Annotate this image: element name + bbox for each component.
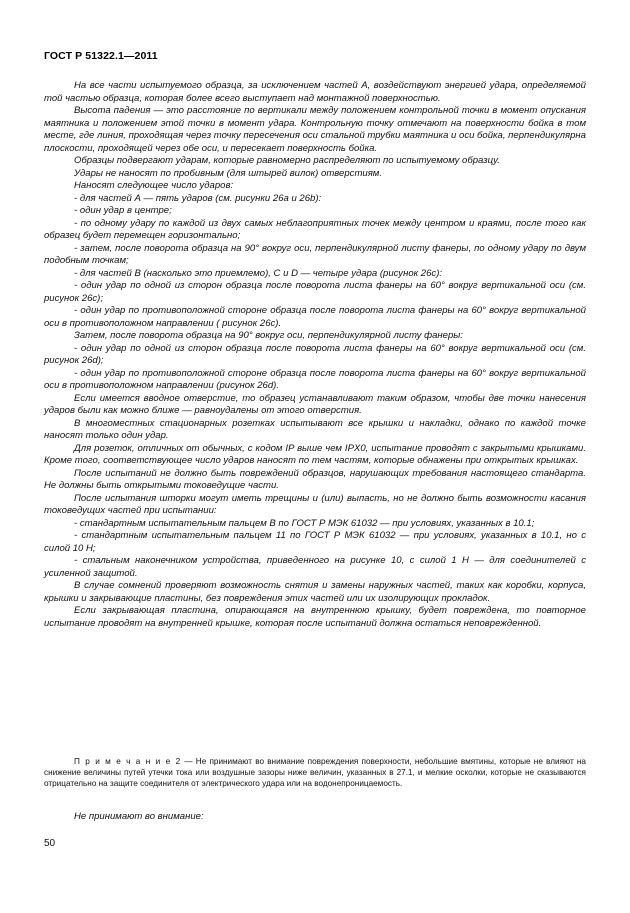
list-item: - один удар по противоположной стороне образца после поворота листа фанеры на 60° вокруг вертикальной оси в противоположном направлении ( рисунок 26с). [44, 305, 586, 329]
paragraph: Наносят следующее число ударов: [74, 180, 234, 191]
paragraph: Для розеток, отличных от обычных, с кодом IP выше чем IPX0, испытание проводят с закрытыми крышками. Кроме того, соответствующее число ударов наносят по тем частям, которые обнажены при открытых крышках. [44, 442, 586, 466]
list-item: - затем, после поворота образца на 90° вокруг оси, перпендикулярной листу фанеры, по одному удару по двум подобным точкам; [44, 242, 586, 266]
paragraph: В многоместных стационарных розетках испытывают все крышки и накладки, однако по каждой точке наносят только один удар. [44, 417, 586, 441]
note-label: П р и м е ч а н и е 2 [74, 757, 182, 766]
list-item: - один удар по одной из сторон образца после поворота листа фанеры на 60° вокруг вертикальной оси (см. рисунок 26с); [44, 280, 586, 304]
paragraph: В случае сомнений проверяют возможность снятия и замены наружных частей, таких как коробки, корпуса, крышки и закрывающие пластины, без повреждения этих частей или их изолирующих прокладок. [44, 580, 586, 604]
note [44, 756, 586, 790]
note-text: — Не принимают во внимание повреждения поверхности, небольшие вмятины, которые не влияют на снижение величины путей утечки тока или воздушные зазоры ниже величин, указанных в 27.1, и мелкие осколки, которые не сказываются отрицательно на защите соединителя от электрического удара или на водонепроницаемость. [44, 757, 586, 789]
paragraph: Если имеется вводное отверстие, то образец устанавливают таким образом, чтобы две точки нанесения ударов были как можно ближе — равноудалены от этого отверстия. [44, 392, 586, 416]
paragraph: После испытания шторки могут иметь трещины и (или) выпасть, но не должно быть возможности касания токоведущих частей при испытании: [44, 492, 586, 516]
list-item: - один удар в центре; [74, 205, 172, 216]
paragraph: Удары не наносят по пробивным (для штырей вилок) отверстиям. [74, 167, 383, 179]
list-item: - стандартным испытательным пальцем В по ГОСТ Р МЭК 61032 — при условиях, указанных в 10.1; [74, 517, 535, 529]
paragraph: Высота падения — это расстояние по вертикали между положением контрольной точки в момент опускания маятника и положением этой точки в момент удара. Контрольную точку отмечают на поверхности бойка в том месте, где линия, проходящая через точку пересечения оси стальной трубки маятника и оси бойка, перпендикулярна плоскости, проходящей через обе оси, и пересекает поверхность бойка. [44, 105, 586, 154]
page-number: 50 [44, 838, 56, 849]
list-item: - один удар по одной из сторон образца после поворота листа фанеры на 60° вокруг вертикальной оси (см. рисунок 26d); [44, 342, 586, 366]
trailing-paragraph: Не принимают во внимание: [74, 811, 204, 822]
list-item: - стальным наконечником устройства, приведенного на рисунке 10, с силой 1 Н — для соединителей с усиленной защитой. [44, 555, 586, 579]
paragraph: Если закрывающая пластина, опирающаяся на внутреннюю крышку, будет повреждена, то повторное испытание проводят на внутренней крышке, которая после испытаний должна остаться неповрежденной. [44, 605, 586, 629]
paragraph: На все части испытуемого образца, за исключением частей А, воздействуют энергией удара, определяемой той частью образца, которая более всего выступает над монтажной поверхностью. [44, 80, 586, 104]
list-item: - стандартным испытательным пальцем 11 по ГОСТ Р МЭК 61032 — при условиях, указанных в 10.1, но с силой 10 Н; [44, 530, 586, 554]
list-item: - один удар по противоположной стороне образца после поворота листа фанеры на 60° вокруг вертикальной оси в противоположном направлении (рисунок 26d). [44, 367, 586, 391]
paragraph: Затем, после поворота образца на 90° вокруг оси, перпендикулярной листу фанеры: [74, 330, 463, 341]
document-header: ГОСТ Р 51322.1—2011 [44, 50, 158, 62]
list-item: - для частей А — пять ударов (см. рисунки 26а и 26b): [74, 192, 322, 204]
body-text [44, 80, 586, 630]
paragraph: Образцы подвергают ударам, которые равномерно распределяют по испытуемому образцу. [74, 155, 500, 166]
list-item: - для частей В (насколько это приемлемо), С и D — четыре удара (рисунок 26с): [74, 267, 443, 279]
list-item: - по одному удару по каждой из двух самых неблагоприятных точек между центром и краями, после того как образец будет перемещен горизонтально; [44, 217, 586, 241]
paragraph: После испытаний не должно быть повреждений образцов, нарушающих требования настоящего стандарта. Не должны быть открытыми токоведущие части. [44, 467, 586, 491]
